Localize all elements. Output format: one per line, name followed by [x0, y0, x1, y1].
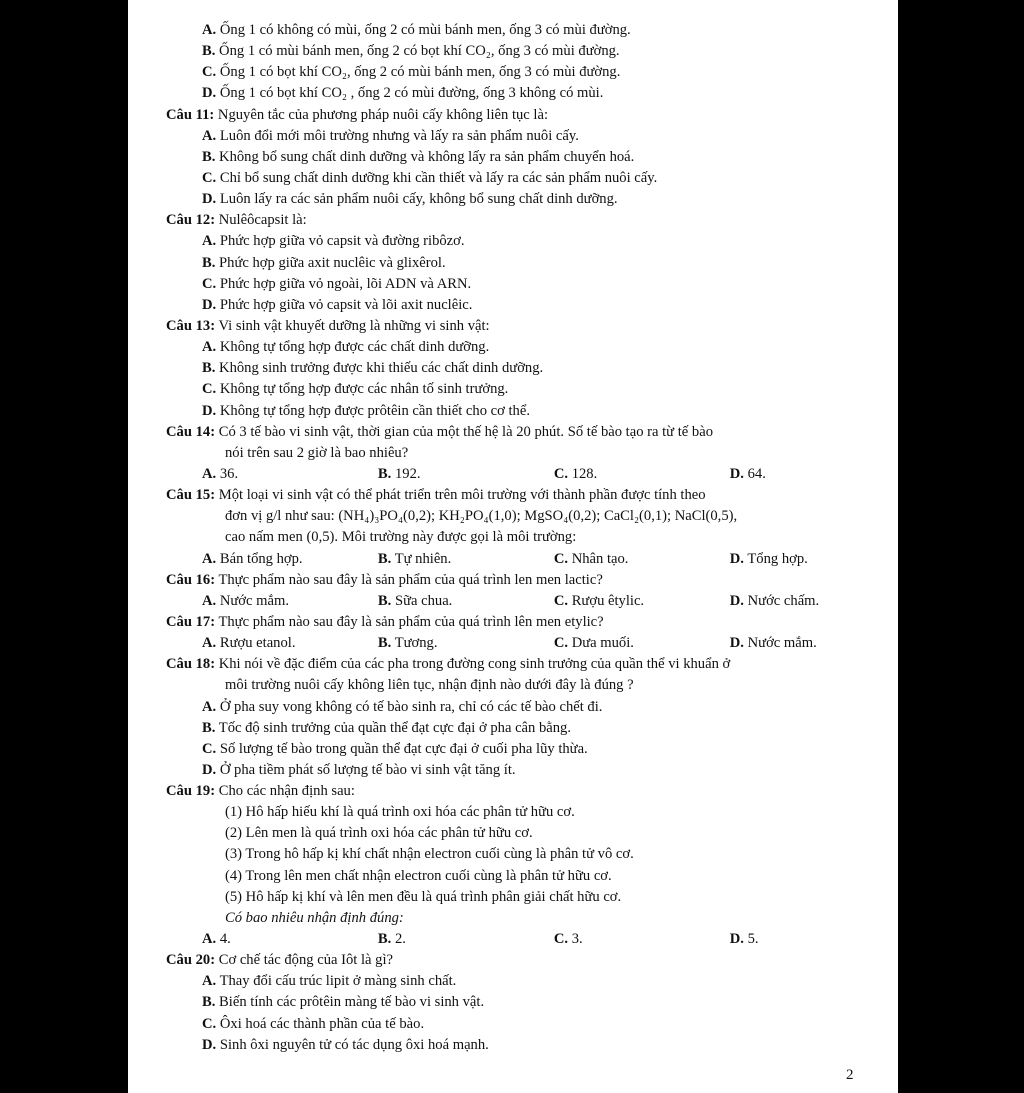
question-stem: Câu 17: Thực phẩm nào sau đây là sản phẩm của quá trình lên men etylic?	[166, 613, 604, 630]
answer-option: D. Tổng hợp.	[729, 550, 808, 567]
answer-option: D. Luôn lấy ra các sản phẩm nuôi cấy, không bổ sung chất dinh dưỡng.	[202, 191, 618, 208]
answer-option: A. Không tự tổng hợp được các chất dinh dưỡng.	[202, 339, 490, 356]
answer-option: C. 3.	[553, 931, 583, 948]
question-list	[166, 20, 878, 1056]
answer-option: C. Dưa muối.	[553, 635, 634, 652]
answer-option: B. Tốc độ sinh trưởng của quần thể đạt cực đại ở pha cân bằng.	[202, 719, 571, 736]
question-stem: Câu 13: Vi sinh vật khuyết dưỡng là những vi sinh vật:	[166, 317, 490, 334]
answer-option: D. Ống 1 có bọt khí CO₂ , ống 2 có mùi đường, ống 3 không có mùi.	[202, 85, 604, 102]
answer-option: D. Không tự tổng hợp được prôtêin cần thiết cho cơ thể.	[202, 402, 530, 419]
answer-option: C. Chỉ bổ sung chất dinh dưỡng khi cần thiết và lấy ra các sản phẩm nuôi cấy.	[202, 169, 658, 186]
answer-row	[166, 549, 878, 570]
answer-row	[166, 591, 878, 612]
question-stem: Câu 19: Cho các nhận định sau:	[166, 783, 355, 800]
answer-option: B. Không sinh trưởng được khi thiếu các chất dinh dưỡng.	[202, 360, 544, 377]
answer-option: B. Biến tính các prôtêin màng tế bào vi sinh vật.	[202, 994, 485, 1011]
answer-option: A. Ống 1 có không có mùi, ống 2 có mùi bánh men, ống 3 có mùi đường.	[202, 22, 631, 38]
answer-option: B. 2.	[377, 931, 406, 948]
answer-option: A. Thay đổi cấu trúc lipit ở màng sinh chất.	[202, 973, 457, 990]
answer-option: A. 4.	[202, 931, 231, 948]
text-line: (4) Trong lên men chất nhận electron cuối cùng là phân tử hữu cơ.	[225, 867, 612, 884]
answer-option: B. Sữa chua.	[377, 592, 453, 609]
answer-option: B. Tương.	[377, 635, 438, 652]
answer-option: A. Ở pha suy vong không có tế bào sinh ra, chỉ có các tế bào chết đi.	[202, 698, 603, 715]
answer-option: C. Ống 1 có bọt khí CO₂, ống 2 có mùi bánh men, ống 3 có mùi đường.	[202, 64, 621, 81]
answer-option: B. Ống 1 có mùi bánh men, ống 2 có bọt khí CO₂, ống 3 có mùi đường.	[202, 43, 620, 60]
question-stem: Câu 16: Thực phẩm nào sau đây là sản phẩm của quá trình len men lactic?	[166, 571, 603, 588]
answer-option: A. Phức hợp giữa vỏ capsit và đường ribôzơ.	[202, 233, 465, 250]
answer-row	[166, 633, 878, 654]
answer-row	[166, 464, 878, 485]
answer-option: D. 5.	[729, 931, 759, 948]
answer-option: C. Rượu êtylic.	[553, 592, 645, 609]
answer-option: D. Sinh ôxi nguyên tử có tác dụng ôxi hoá mạnh.	[202, 1036, 489, 1053]
answer-option: B. Phức hợp giữa axit nuclêic và glixêrol.	[202, 254, 446, 271]
answer-option: B. Tự nhiên.	[377, 550, 452, 567]
answer-option: C. Nhân tạo.	[553, 550, 629, 567]
question-stem: Câu 12: Nulêôcapsit là:	[166, 212, 307, 229]
answer-option: B. Không bổ sung chất dinh dưỡng và không lấy ra sản phẩm chuyển hoá.	[202, 148, 635, 165]
question-stem: Câu 18: Khi nói về đặc điểm của các pha trong đường cong sinh trưởng của quần thể vi khuẩn ở	[166, 656, 731, 673]
answer-option: C. Không tự tổng hợp được các nhân tố sinh trưởng.	[202, 381, 509, 398]
document-page	[128, 0, 898, 1093]
answer-option: A. Luôn đổi mới môi trường nhưng và lấy ra sản phẩm nuôi cấy.	[202, 127, 579, 144]
answer-option: D. Ở pha tiềm phát số lượng tế bào vi sinh vật tăng ít.	[202, 761, 516, 778]
text-line: cao nấm men (0,5). Môi trường này được gọi là môi trường:	[225, 529, 577, 546]
answer-option: C. Ôxi hoá các thành phần của tế bào.	[202, 1015, 425, 1032]
answer-option: C. 128.	[553, 465, 598, 482]
answer-option: A. Nước mắm.	[202, 592, 289, 609]
answer-row	[166, 929, 878, 950]
page-number: 2	[846, 1067, 854, 1083]
text-line: đơn vị g/l như sau: (NH₄)₃PO₄(0,2); KH₂PO₄(1,0); MgSO₄(0,2); CaCl₂(0,1); NaCl(0,5),	[225, 508, 738, 525]
answer-option: D. Phức hợp giữa vỏ capsit và lõi axit nuclêic.	[202, 296, 473, 313]
question-stem: Câu 14: Có 3 tế bào vi sinh vật, thời gian của một thế hệ là 20 phút. Số tế bào tạo ra từ tế bào	[166, 423, 713, 440]
text-line: (1) Hô hấp hiếu khí là quá trình oxi hóa các phân tử hữu cơ.	[225, 804, 575, 821]
question-stem: Câu 20: Cơ chế tác động của Iôt là gì?	[166, 952, 393, 969]
answer-option: A. 36.	[202, 465, 239, 482]
text-line: môi trường nuôi cấy không liên tục, nhận định nào dưới đây là đúng ?	[225, 677, 634, 694]
answer-option: A. Bán tổng hợp.	[202, 550, 303, 567]
text-line: Có bao nhiêu nhận định đúng:	[225, 909, 404, 926]
text-line: nói trên sau 2 giờ là bao nhiêu?	[225, 444, 409, 461]
text-line: (3) Trong hô hấp kị khí chất nhận electron cuối cùng là phân tử vô cơ.	[225, 846, 634, 863]
answer-option: B. 192.	[377, 465, 421, 482]
answer-option: C. Số lượng tế bào trong quần thể đạt cực đại ở cuối pha lũy thừa.	[202, 740, 588, 757]
text-line: (5) Hô hấp kị khí và lên men đều là quá trình phân giải chất hữu cơ.	[225, 888, 622, 905]
question-stem: Câu 11: Nguyên tắc của phương pháp nuôi cấy không liên tục là:	[166, 106, 549, 123]
answer-option: A. Rượu etanol.	[202, 635, 296, 652]
answer-option: D. 64.	[729, 465, 766, 482]
answer-option: D. Nước chấm.	[729, 592, 820, 609]
answer-option: D. Nước mắm.	[729, 635, 817, 652]
text-line: (2) Lên men là quá trình oxi hóa các phân tử hữu cơ.	[225, 825, 533, 842]
answer-option: C. Phức hợp giữa vỏ ngoài, lõi ADN và ARN.	[202, 275, 472, 292]
question-stem: Câu 15: Một loại vi sinh vật có thể phát triển trên môi trường với thành phần được tính theo	[166, 487, 706, 504]
